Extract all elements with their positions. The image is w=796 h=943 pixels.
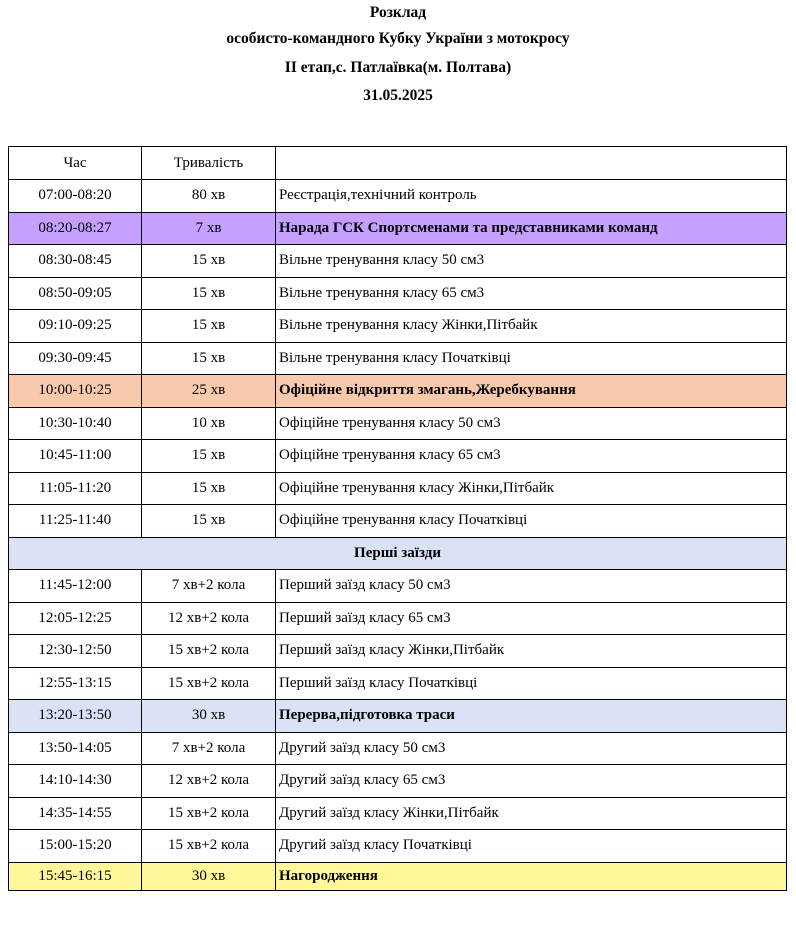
table-header-row bbox=[9, 147, 787, 180]
row-duration: 12 хв+2 кола bbox=[142, 602, 276, 635]
table-row bbox=[9, 342, 787, 375]
table-row bbox=[9, 212, 787, 245]
row-time: 12:30-12:50 bbox=[9, 635, 142, 668]
row-time: 07:00-08:20 bbox=[9, 180, 142, 213]
row-duration: 80 хв bbox=[142, 180, 276, 213]
row-time: 12:55-13:15 bbox=[9, 667, 142, 700]
row-duration: 12 хв+2 кола bbox=[142, 765, 276, 798]
header-time: Час bbox=[9, 147, 142, 180]
document-subtitle: особисто-командного Кубку України з мотокросу bbox=[226, 30, 570, 47]
table-row bbox=[9, 700, 787, 733]
row-event: Другий заїзд класу Жінки,Пітбайк bbox=[276, 797, 787, 830]
table-row bbox=[9, 245, 787, 278]
header-event bbox=[276, 147, 787, 180]
table-row bbox=[9, 375, 787, 408]
row-time: 14:35-14:55 bbox=[9, 797, 142, 830]
row-event: Реєстрація,технічний контроль bbox=[276, 180, 787, 213]
row-duration: 25 хв bbox=[142, 375, 276, 408]
row-event: Офіційне тренування класу Початківці bbox=[276, 505, 787, 538]
table-row bbox=[9, 570, 787, 603]
row-time: 10:45-11:00 bbox=[9, 440, 142, 473]
row-event: Другий заїзд класу Початківці bbox=[276, 830, 787, 863]
row-time: 12:05-12:25 bbox=[9, 602, 142, 635]
row-event: Офіційне тренування класу 50 см3 bbox=[276, 407, 787, 440]
table-row bbox=[9, 830, 787, 863]
row-time: 13:20-13:50 bbox=[9, 700, 142, 733]
row-time: 15:00-15:20 bbox=[9, 830, 142, 863]
row-duration: 15 хв bbox=[142, 342, 276, 375]
row-event: Офіційне відкриття змагань,Жеребкування bbox=[276, 375, 787, 408]
table-row bbox=[9, 732, 787, 765]
table-row bbox=[9, 310, 787, 343]
row-time: 11:05-11:20 bbox=[9, 472, 142, 505]
row-duration: 15 хв+2 кола bbox=[142, 797, 276, 830]
row-time: 08:20-08:27 bbox=[9, 212, 142, 245]
table-row bbox=[9, 505, 787, 538]
table-row bbox=[9, 407, 787, 440]
row-duration: 15 хв+2 кола bbox=[142, 667, 276, 700]
row-time: 10:00-10:25 bbox=[9, 375, 142, 408]
row-duration: 7 хв bbox=[142, 212, 276, 245]
row-event: Офіційне тренування класу 65 см3 bbox=[276, 440, 787, 473]
row-event: Нагородження bbox=[276, 862, 787, 890]
row-event: Нарада ГСК Спортсменами та представниками команд bbox=[276, 212, 787, 245]
row-event: Вільне тренування класу 65 см3 bbox=[276, 277, 787, 310]
table-row bbox=[9, 635, 787, 668]
table-row bbox=[9, 472, 787, 505]
row-time: 09:10-09:25 bbox=[9, 310, 142, 343]
row-duration: 15 хв+2 кола bbox=[142, 830, 276, 863]
row-duration: 15 хв bbox=[142, 310, 276, 343]
stage-location: ІІ етап,с. Патлаївка(м. Полтава) bbox=[284, 58, 512, 76]
row-time: 08:30-08:45 bbox=[9, 245, 142, 278]
row-event: Перерва,підготовка траси bbox=[276, 700, 787, 733]
table-row bbox=[9, 277, 787, 310]
row-duration: 15 хв bbox=[142, 505, 276, 538]
document-header bbox=[0, 0, 796, 111]
row-duration: 15 хв bbox=[142, 440, 276, 473]
row-event: Вільне тренування класу Початківці bbox=[276, 342, 787, 375]
table-row bbox=[9, 862, 787, 890]
row-duration: 7 хв+2 кола bbox=[142, 570, 276, 603]
row-duration: 7 хв+2 кола bbox=[142, 732, 276, 765]
row-time: 14:10-14:30 bbox=[9, 765, 142, 798]
row-event: Вільне тренування класу 50 см3 bbox=[276, 245, 787, 278]
table-row bbox=[9, 440, 787, 473]
event-date: 31.05.2025 bbox=[363, 87, 433, 104]
row-time: 13:50-14:05 bbox=[9, 732, 142, 765]
row-duration: 30 хв bbox=[142, 862, 276, 890]
section-row bbox=[9, 537, 787, 570]
row-event: Офіційне тренування класу Жінки,Пітбайк bbox=[276, 472, 787, 505]
row-event: Перший заїзд класу 50 см3 bbox=[276, 570, 787, 603]
row-time: 09:30-09:45 bbox=[9, 342, 142, 375]
row-event: Перший заїзд класу Жінки,Пітбайк bbox=[276, 635, 787, 668]
row-event: Перший заїзд класу 65 см3 bbox=[276, 602, 787, 635]
row-event: Другий заїзд класу 65 см3 bbox=[276, 765, 787, 798]
table-row bbox=[9, 667, 787, 700]
row-time: 11:25-11:40 bbox=[9, 505, 142, 538]
row-duration: 15 хв bbox=[142, 277, 276, 310]
row-duration: 15 хв+2 кола bbox=[142, 635, 276, 668]
row-duration: 10 хв bbox=[142, 407, 276, 440]
row-time: 08:50-09:05 bbox=[9, 277, 142, 310]
section-title: Перші заїзди bbox=[9, 537, 787, 570]
row-event: Вільне тренування класу Жінки,Пітбайк bbox=[276, 310, 787, 343]
row-duration: 15 хв bbox=[142, 472, 276, 505]
table-row bbox=[9, 797, 787, 830]
row-event: Перший заїзд класу Початківці bbox=[276, 667, 787, 700]
row-time: 10:30-10:40 bbox=[9, 407, 142, 440]
row-duration: 15 хв bbox=[142, 245, 276, 278]
row-time: 15:45-16:15 bbox=[9, 862, 142, 890]
row-event: Другий заїзд класу 50 см3 bbox=[276, 732, 787, 765]
document-title: Розклад bbox=[369, 4, 427, 21]
table-row bbox=[9, 180, 787, 213]
row-duration: 30 хв bbox=[142, 700, 276, 733]
table-row bbox=[9, 765, 787, 798]
row-time: 11:45-12:00 bbox=[9, 570, 142, 603]
schedule-table bbox=[8, 146, 787, 891]
header-duration: Тривалість bbox=[142, 147, 276, 180]
table-row bbox=[9, 602, 787, 635]
